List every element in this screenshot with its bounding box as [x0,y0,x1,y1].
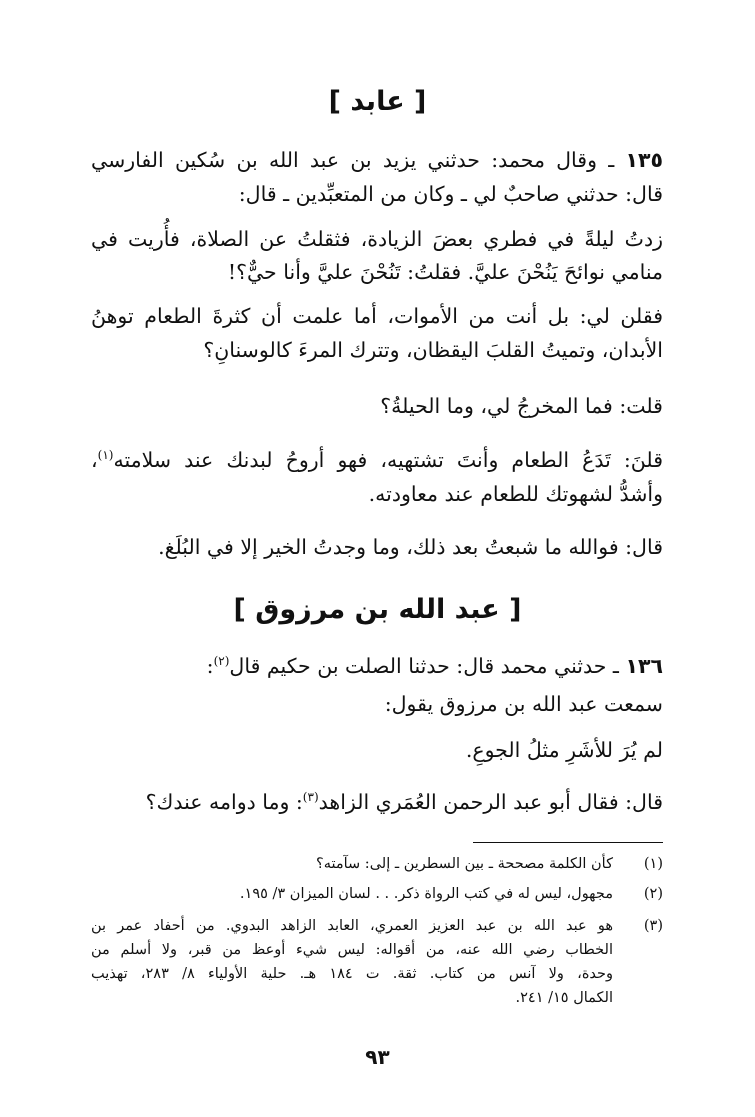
footnote-text: الخطاب رضي الله عنه، من أقواله: ليس شيء أوعظ من قبر، ولا أسلم من [91,942,613,958]
footnote-marker: (١) [97,448,114,463]
footnote-text: وحدة، ولا آنس من كتاب. ثقة. ت ١٨٤ هـ. حلية الأولياء ٨/ ٢٨٣، تهذيب [91,966,613,982]
narration-number: ١٣٦ [625,654,663,678]
text-line: سمعت عبد الله بن مرزوق يقول: [384,692,663,716]
footnote-text: كأن الكلمة مصححة ـ بين السطرين ـ إلى: سآمته؟ [316,856,613,872]
text-line: لم يُرَ للأشَرِ مثلُ الجوعِ. [465,738,663,762]
text-line: فقلن لي: بل أنت من الأموات، أما علمت أن كثرةَ الطعام توهنُ [91,304,663,328]
text-line: قلت: فما المخرجُ لي، وما الحيلةُ؟ [380,394,663,418]
footnote-number: (٢) [643,886,663,902]
section-heading-abid: [ عابد ] [328,86,427,117]
footnote-3 [91,914,663,1014]
footnote-number: (١) [643,856,663,872]
text-line: قال: فقال أبو عبد الرحمن العُمَري الزاهد$^{(٣)}$: وما دوامه عندك؟ [145,790,663,814]
footnote-separator [473,842,663,843]
text-line: وأشدُّ لشهوتك للطعام عند معاودته. [368,482,663,506]
footnote-number: (٣) [643,918,663,934]
text-line: قال: فوالله ما شبعتُ بعد ذلك، وما وجدتُ الخير إلا في البُلَغ. [158,535,663,559]
text-line: قلنَ: تَدَعُ الطعام وأنتَ تشتهيه، فهو أروحُ لبدنك عند سلامته$^{(١)}$، [91,448,663,472]
text-line: ١٣٦ ـ حدثني محمد قال: حدثنا الصلت بن حكيم قال$^{(٢)}$: [206,654,663,678]
text-line: الأبدان، وتميتُ القلبَ اليقظان، وتترك المرءَ كالوسنانِ؟ [203,338,663,362]
footnote-marker: (٣) [302,790,319,805]
section-heading-abdullah-ibn-marzuq: [ عبد الله بن مرزوق ] [233,594,522,625]
footnote-marker: (٢) [213,654,230,669]
footnote-text: هو عبد الله بن عبد العزيز العمري، العابد الزاهد البدوي. من أحفاد عمر بن [91,918,613,934]
page-number: ٩٣ [365,1045,390,1069]
text-line: ١٣٥ ـ وقال محمد: حدثني يزيد بن عبد الله بن سُكين الفارسي [91,148,663,172]
text-line: منامي نوائحَ يَنُحْنَ عليَّ. فقلتُ: تَنُحْنَ عليَّ وأنا حيٌّ؟! [227,260,663,284]
text-line: قال: حدثني صاحبٌ لي ـ وكان من المتعبِّدين ـ قال: [238,182,663,206]
footnote-1 [91,852,663,876]
footnote-text: مجهول، ليس له في كتب الرواة ذكر. . . لسان الميزان ٣/ ١٩٥. [239,886,613,902]
footnote-text: الكمال ١٥/ ٢٤١. [515,990,613,1006]
footnote-2 [91,882,663,906]
text-line: زدتُ ليلةً في فطري بعضَ الزيادة، فثقلتُ عن الصلاة، فأُريت في [91,227,663,251]
narration-number: ١٣٥ [625,148,663,172]
